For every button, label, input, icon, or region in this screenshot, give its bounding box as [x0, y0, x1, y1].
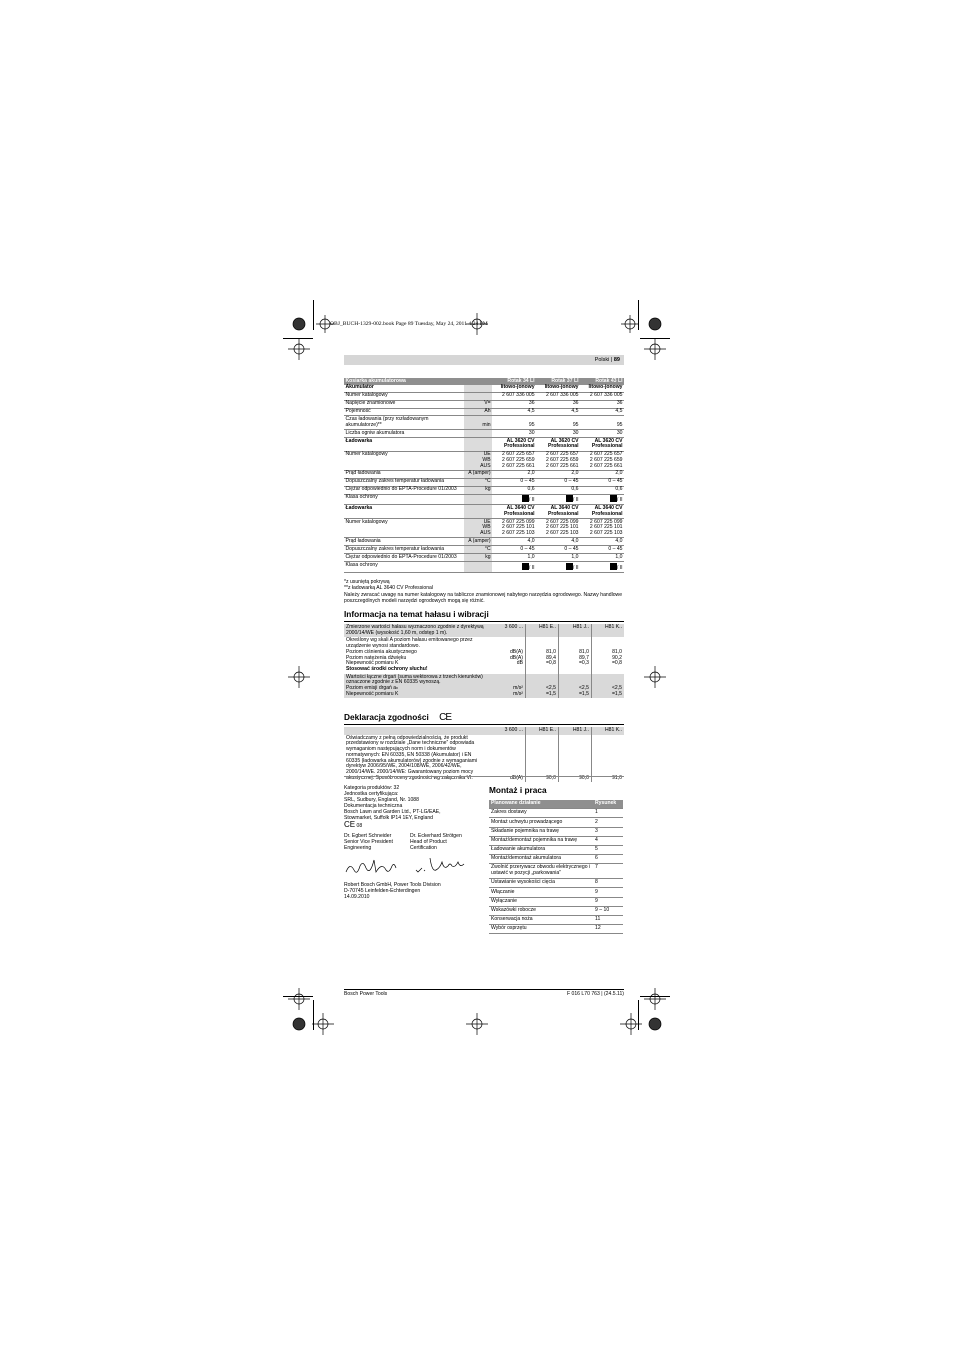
- file-header: OBJ_BUCH-1329-002.book Page 89 Tuesday, May 24, 2011 4:24 PM: [330, 321, 488, 327]
- spec-header-col3: Rotak 43 LI: [580, 378, 624, 385]
- table-row: Zakres dostawy 1: [489, 809, 623, 818]
- table-row: Pojemność Ah 4,5 4,5 4,5: [345, 408, 623, 415]
- spec-header-col1: Rotak 34 LI: [492, 378, 536, 385]
- montaz-table: Planowane działanie Rysunek Zakres dostawy 1 Montaż uchwytu prowadzącego 2 Składanie pojemnika na trawę 3 Montaż/demontaż pojemnika na trawę 4 Ładowanie akumulatora 5 Montaż/demontaż akumulatora 6 Zwolnić przerywacz obwodu elektrycznego i ustawić w pozycji „parkowania” 7 Ustawianie wysokości cięcia 8 Włączanie 9 Wyłączanie 9 Wskazówki robocze 9 – 10 Konserwacja noża 11 Wybór osprzętu 12: [489, 800, 623, 934]
- table-row: Składanie pojemnika na trawę 3: [489, 827, 623, 836]
- montaz-title: Montaż i praca: [489, 785, 547, 795]
- page-header: Polski | 89: [344, 355, 624, 365]
- protection-class-icon: [522, 495, 529, 502]
- table-row: Montaż/demontaż akumulatora 6: [489, 855, 623, 864]
- table-row: Wskazówki robocze 9 – 10: [489, 906, 623, 915]
- table-row: Klasa ochrony / II / II / II: [345, 561, 623, 571]
- table-row: Ciężar odpowiednio do EPTA-Procedure 01/2003 kg 0,6 0,6 0,6: [345, 486, 623, 493]
- table-row: Wybór osprzętu 12: [489, 925, 623, 934]
- table-row: Dopuszczalny zakres temperatur ładowania °C 0 – 45 0 – 45 0 – 45: [345, 545, 623, 552]
- company-address: Robert Bosch GmbH, Power Tools Division D-70745 Leinfelden-Echterdingen 14.09.2010: [344, 882, 441, 900]
- spec-table: [344, 378, 624, 573]
- protection-class-icon: [566, 563, 573, 570]
- table-row: Zwolnić przerywacz obwodu elektrycznego i ustawić w pozycji „parkowania” 7: [489, 864, 623, 879]
- table-row: Czas ładowania (przy rozładowanym akumulatorze)** min 95 95 95: [345, 416, 623, 428]
- table-row: Wyłączanie 9: [489, 897, 623, 906]
- table-row: Ładowanie akumulatora 5: [489, 845, 623, 854]
- signer-2: Dr. Eckerhard Strötgen Head of Product Certification: [410, 833, 462, 851]
- footer-right: F 016 L70 763 | (24.5.11): [566, 991, 624, 997]
- charger2-catalog-row: Numer katalogowy UE WB AUS 2 607 225 099 2 607 225 101 2 607 225 103 2 607 225 099 2 607 225 101 2 607 225 103 2 607 225 099 2 607 225 101 2 607 225 103: [345, 518, 623, 536]
- table-row: Prąd ładowania A (amper) 2,0 2,0 2,0: [345, 470, 623, 477]
- protection-class-icon: [610, 563, 617, 570]
- table-row: Ciężar odpowiednio do EPTA-Procedure 01/2003 kg 1,0 1,0 1,0: [345, 553, 623, 560]
- charger1-catalog-row: Numer katalogowy UE WB AUS 2 607 225 657 2 607 225 659 2 607 225 661 2 607 225 657 2 607 225 659 2 607 225 661 2 607 225 657 2 607 225 659 2 607 225 661: [345, 451, 623, 469]
- table-row: Montaż/demontaż pojemnika na trawę 4: [489, 836, 623, 845]
- table-row: Numer katalogowy 2 607 336 005 2 607 336 005 2 607 336 005: [345, 392, 623, 399]
- signer-1: Dr. Egbert Schneider Senior Vice President Engineering: [344, 833, 393, 851]
- spec-footnotes: *z usuniętą pokrywą **z ładowarką AL 3640 CV Professional Należy zwracać uwagę na numer katalogowy na tabliczce znamionowej nabytego narzędzia ogrodowego. Nazwy handlowe poszczególnych modeli narzędzi ogrodowych mogą się różnić.: [344, 579, 623, 604]
- table-row: Napięcie znamionowe V= 36 36 36: [345, 400, 623, 407]
- charger1-header-row: Ładowarka AL 3620 CV Professional AL 3620 CV Professional AL 3620 CV Professional: [345, 437, 623, 450]
- protection-class-icon: [522, 563, 529, 570]
- noise-title: Informacja na temat hałasu i wibracji: [344, 609, 489, 619]
- table-row: Włączanie 9: [489, 888, 623, 897]
- protection-class-icon: [610, 495, 617, 502]
- page-number: 89: [613, 357, 620, 363]
- table-row: Akumulator litowo-jonowy litowo-jonowy litowo-jonowy: [345, 384, 623, 391]
- table-row: Prąd ładowania A (amper) 4,0 4,0 4,0: [345, 537, 623, 544]
- decl-table: 3 600 ... H81 E.. H81 J.. H81 K.. Oświadczamy z pełną odpowiedzialnością, że produkt przedstawiony w rozdziale „Dane techniczne” odpowiada wymaganiom następujących norm i dokumentów normatywnych: EN 60335, EN 50338 (Akumulator) i EN 60335 (ładowarka akumulatorów) zgodnie z wymaganiami dyrektyw 2006/95/WE, 2004/108/WE, 2006/42/WE, 2000/14/WE. 2000/14/WE: Gwarantowany poziom mocy akustycznej. Sposób oceny zgodności wg załącznika VI. dB(A) 90,0 90,0 91,0: [346, 727, 622, 781]
- table-row: Konserwacja noża 11: [489, 915, 623, 924]
- table-row: Liczba ogniw akumulatora 30 30 30: [345, 429, 623, 436]
- footer-left: Bosch Power Tools: [344, 991, 388, 997]
- ce-mark-icon: CE: [439, 712, 452, 723]
- protection-class-icon: [566, 495, 573, 502]
- table-row: Ustawianie wysokości cięcia 8: [489, 879, 623, 888]
- header-language: Polski: [594, 357, 610, 363]
- ce-mark-icon: CE: [344, 820, 356, 829]
- table-row: Montaż uchwytu prowadzącego 2: [489, 818, 623, 827]
- table-row: Klasa ochrony / II / II / II: [345, 494, 623, 504]
- table-row: Dopuszczalny zakres temperatur ładowania °C 0 – 45 0 – 45 0 – 45: [345, 478, 623, 485]
- spec-header-label: Kosiarka akumulatorowa: [344, 378, 464, 385]
- noise-table: Zmierzone wartości hałasu wyznaczono zgodnie z dyrektywą 2000/14/WE (wysokość 1,60 m, odstęp 1 m). 3 600 ... H81 E.. H81 J.. H81 K.. Określony wg skali A poziom hałasu emitowanego przez urządzenie wynosi standardowo. Poziom ciśnienia akustycznego Poziom natężenia dźwięku Niepewność pomiaru K Stosować środki ochrony słuchu! dB(A) dB(A) dB 81,0 89,4 =0,8 81,0 89,7 =0,3 81,0 90,2 =0,8 Wartości łączne drgań (suma wektorowa z trzech kierunków) oznaczone zgodnie z EN 60335 wynoszą. Poziom emisji drgań aₕ Niepewność pomiaru K m/s² m/s² <2,5 =1,5 <2,5 =1,5 <2,5 =1,5: [346, 624, 622, 697]
- charger2-header-row: Ładowarka AL 3640 CV Professional AL 3640 CV Professional AL 3640 CV Professional: [345, 504, 623, 517]
- signatures: [344, 856, 474, 880]
- decl-title: Deklaracja zgodności CE: [344, 712, 452, 723]
- spec-header-col2: Rotak 37 LI: [536, 378, 580, 385]
- decl-details: Kategoria produktów: 32 Jednostka certyfikująca: SRL, Sudbury, England, Nr. 1088 Dokumentacja techniczna Bosch Lawn and Garden Ltd., PT-LG/EAE, Stowmarket, Suffolk IP14 1EY, England CE 08: [344, 785, 441, 829]
